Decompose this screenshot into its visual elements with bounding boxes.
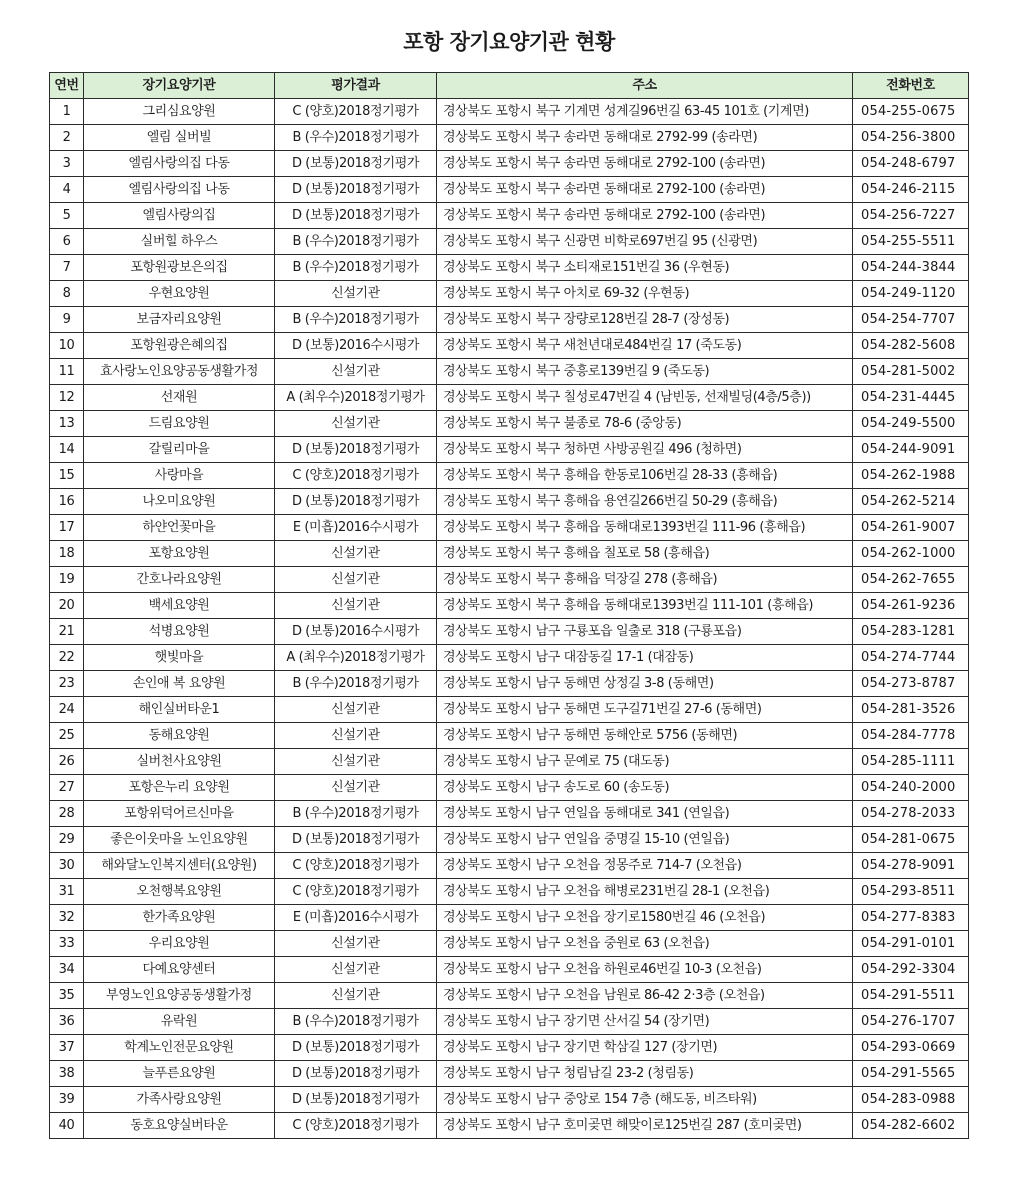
cell-name: 해인실버타운1 bbox=[84, 697, 275, 723]
cell-no: 39 bbox=[50, 1087, 84, 1113]
cell-address: 경상북도 포항시 남구 오천읍 해병로231번길 28-1 (오천읍) bbox=[437, 879, 853, 905]
cell-eval: B (우수)2018정기평가 bbox=[275, 229, 437, 255]
cell-phone: 054-283-0988 bbox=[853, 1087, 969, 1113]
cell-eval: E (미흡)2016수시평가 bbox=[275, 905, 437, 931]
cell-phone: 054-244-3844 bbox=[853, 255, 969, 281]
table-row bbox=[50, 359, 969, 385]
cell-phone: 054-274-7744 bbox=[853, 645, 969, 671]
cell-phone: 054-255-0675 bbox=[853, 99, 969, 125]
cell-name: 효사랑노인요양공동생활가정 bbox=[84, 359, 275, 385]
cell-name: 백세요양원 bbox=[84, 593, 275, 619]
cell-no: 28 bbox=[50, 801, 84, 827]
cell-eval: C (양호)2018정기평가 bbox=[275, 99, 437, 125]
cell-eval: C (양호)2018정기평가 bbox=[275, 1113, 437, 1139]
table-row bbox=[50, 203, 969, 229]
cell-address: 경상북도 포항시 북구 흥해읍 칠포로 58 (흥해읍) bbox=[437, 541, 853, 567]
cell-name: 좋은이웃마을 노인요양원 bbox=[84, 827, 275, 853]
table-row bbox=[50, 1035, 969, 1061]
cell-name: 한가족요양원 bbox=[84, 905, 275, 931]
cell-no: 37 bbox=[50, 1035, 84, 1061]
cell-address: 경상북도 포항시 남구 오천읍 남원로 86-42 2·3층 (오천읍) bbox=[437, 983, 853, 1009]
cell-phone: 054-254-7707 bbox=[853, 307, 969, 333]
cell-phone: 054-249-5500 bbox=[853, 411, 969, 437]
cell-phone: 054-262-1988 bbox=[853, 463, 969, 489]
cell-eval: C (양호)2018정기평가 bbox=[275, 879, 437, 905]
table-row bbox=[50, 775, 969, 801]
cell-phone: 054-293-8511 bbox=[853, 879, 969, 905]
cell-name: 다예요양센터 bbox=[84, 957, 275, 983]
cell-eval: 신설기관 bbox=[275, 775, 437, 801]
table-row bbox=[50, 307, 969, 333]
cell-no: 20 bbox=[50, 593, 84, 619]
cell-no: 22 bbox=[50, 645, 84, 671]
cell-no: 5 bbox=[50, 203, 84, 229]
cell-phone: 054-255-5511 bbox=[853, 229, 969, 255]
cell-phone: 054-246-2115 bbox=[853, 177, 969, 203]
cell-name: 부영노인요양공동생활가정 bbox=[84, 983, 275, 1009]
cell-phone: 054-256-3800 bbox=[853, 125, 969, 151]
cell-no: 2 bbox=[50, 125, 84, 151]
cell-name: 해와달노인복지센터(요양원) bbox=[84, 853, 275, 879]
cell-no: 7 bbox=[50, 255, 84, 281]
cell-address: 경상북도 포항시 북구 흥해읍 한동로106번길 28-33 (흥해읍) bbox=[437, 463, 853, 489]
cell-eval: 신설기관 bbox=[275, 931, 437, 957]
cell-address: 경상북도 포항시 남구 오천읍 정몽주로 714-7 (오천읍) bbox=[437, 853, 853, 879]
cell-no: 25 bbox=[50, 723, 84, 749]
cell-address: 경상북도 포항시 북구 중흥로139번길 9 (죽도동) bbox=[437, 359, 853, 385]
table-row bbox=[50, 411, 969, 437]
cell-eval: B (우수)2018정기평가 bbox=[275, 255, 437, 281]
cell-name: 엘림사랑의집 다동 bbox=[84, 151, 275, 177]
cell-phone: 054-281-5002 bbox=[853, 359, 969, 385]
cell-no: 1 bbox=[50, 99, 84, 125]
table-row bbox=[50, 671, 969, 697]
cell-eval: 신설기관 bbox=[275, 749, 437, 775]
cell-name: 유락원 bbox=[84, 1009, 275, 1035]
cell-phone: 054-284-7778 bbox=[853, 723, 969, 749]
table-row bbox=[50, 385, 969, 411]
cell-eval: D (보통)2018정기평가 bbox=[275, 177, 437, 203]
cell-address: 경상북도 포항시 북구 송라면 동해대로 2792-99 (송라면) bbox=[437, 125, 853, 151]
cell-phone: 054-293-0669 bbox=[853, 1035, 969, 1061]
cell-eval: B (우수)2018정기평가 bbox=[275, 1009, 437, 1035]
cell-phone: 054-291-5511 bbox=[853, 983, 969, 1009]
table-row bbox=[50, 541, 969, 567]
cell-address: 경상북도 포항시 남구 구룡포읍 일출로 318 (구룡포읍) bbox=[437, 619, 853, 645]
table-row bbox=[50, 515, 969, 541]
cell-address: 경상북도 포항시 남구 청림남길 23-2 (청림동) bbox=[437, 1061, 853, 1087]
cell-phone: 054-283-1281 bbox=[853, 619, 969, 645]
cell-eval: 신설기관 bbox=[275, 957, 437, 983]
cell-eval: D (보통)2018정기평가 bbox=[275, 1087, 437, 1113]
cell-eval: 신설기관 bbox=[275, 697, 437, 723]
cell-phone: 054-285-1111 bbox=[853, 749, 969, 775]
cell-name: 간호나라요양원 bbox=[84, 567, 275, 593]
cell-eval: A (최우수)2018정기평가 bbox=[275, 645, 437, 671]
cell-address: 경상북도 포항시 남구 장기면 산서길 54 (장기면) bbox=[437, 1009, 853, 1035]
cell-phone: 054-231-4445 bbox=[853, 385, 969, 411]
cell-address: 경상북도 포항시 북구 송라면 동해대로 2792-100 (송라면) bbox=[437, 203, 853, 229]
cell-name: 오천행복요양원 bbox=[84, 879, 275, 905]
table-row bbox=[50, 281, 969, 307]
table-row bbox=[50, 125, 969, 151]
cell-eval: 신설기관 bbox=[275, 281, 437, 307]
table-row bbox=[50, 879, 969, 905]
cell-no: 14 bbox=[50, 437, 84, 463]
cell-name: 우리요양원 bbox=[84, 931, 275, 957]
cell-phone: 054-282-5608 bbox=[853, 333, 969, 359]
cell-address: 경상북도 포항시 남구 송도로 60 (송도동) bbox=[437, 775, 853, 801]
cell-phone: 054-262-7655 bbox=[853, 567, 969, 593]
cell-phone: 054-244-9091 bbox=[853, 437, 969, 463]
cell-eval: D (보통)2018정기평가 bbox=[275, 827, 437, 853]
table-row bbox=[50, 1113, 969, 1139]
cell-address: 경상북도 포항시 남구 오천읍 하원로46번길 10-3 (오천읍) bbox=[437, 957, 853, 983]
cell-no: 34 bbox=[50, 957, 84, 983]
header-name: 장기요양기관 bbox=[84, 73, 275, 99]
cell-name: 갈릴리마을 bbox=[84, 437, 275, 463]
header-eval: 평가결과 bbox=[275, 73, 437, 99]
table-row bbox=[50, 1087, 969, 1113]
cell-address: 경상북도 포항시 남구 오천읍 중원로 63 (오천읍) bbox=[437, 931, 853, 957]
cell-address: 경상북도 포항시 북구 칠성로47번길 4 (남빈동, 선재빌딩(4층/5층)) bbox=[437, 385, 853, 411]
cell-name: 그리심요양원 bbox=[84, 99, 275, 125]
cell-name: 가족사랑요양원 bbox=[84, 1087, 275, 1113]
cell-no: 30 bbox=[50, 853, 84, 879]
cell-name: 드림요양원 bbox=[84, 411, 275, 437]
table-row bbox=[50, 905, 969, 931]
cell-address: 경상북도 포항시 북구 송라면 동해대로 2792-100 (송라면) bbox=[437, 151, 853, 177]
cell-eval: 신설기관 bbox=[275, 541, 437, 567]
cell-address: 경상북도 포항시 북구 장량로128번길 28-7 (장성동) bbox=[437, 307, 853, 333]
cell-no: 21 bbox=[50, 619, 84, 645]
table-row bbox=[50, 983, 969, 1009]
cell-eval: 신설기관 bbox=[275, 567, 437, 593]
cell-no: 10 bbox=[50, 333, 84, 359]
cell-eval: 신설기관 bbox=[275, 723, 437, 749]
cell-address: 경상북도 포항시 북구 새천년대로484번길 17 (죽도동) bbox=[437, 333, 853, 359]
cell-address: 경상북도 포항시 북구 흥해읍 동해대로1393번길 111-96 (흥해읍) bbox=[437, 515, 853, 541]
cell-address: 경상북도 포항시 남구 호미곶면 해맞이로125번길 287 (호미곶면) bbox=[437, 1113, 853, 1139]
cell-address: 경상북도 포항시 북구 흥해읍 덕장길 278 (흥해읍) bbox=[437, 567, 853, 593]
cell-phone: 054-291-5565 bbox=[853, 1061, 969, 1087]
cell-eval: C (양호)2018정기평가 bbox=[275, 853, 437, 879]
cell-no: 29 bbox=[50, 827, 84, 853]
header-phone: 전화번호 bbox=[853, 73, 969, 99]
cell-address: 경상북도 포항시 남구 동해면 동해안로 5756 (동해면) bbox=[437, 723, 853, 749]
table-row bbox=[50, 801, 969, 827]
table-row bbox=[50, 255, 969, 281]
cell-phone: 054-277-8383 bbox=[853, 905, 969, 931]
cell-name: 포항원광은혜의집 bbox=[84, 333, 275, 359]
cell-name: 엘림사랑의집 나동 bbox=[84, 177, 275, 203]
cell-no: 31 bbox=[50, 879, 84, 905]
cell-name: 하얀언꽃마을 bbox=[84, 515, 275, 541]
cell-name: 늘푸른요양원 bbox=[84, 1061, 275, 1087]
cell-name: 손인애 복 요양원 bbox=[84, 671, 275, 697]
table-row bbox=[50, 229, 969, 255]
cell-eval: D (보통)2018정기평가 bbox=[275, 489, 437, 515]
table-row bbox=[50, 723, 969, 749]
cell-no: 3 bbox=[50, 151, 84, 177]
cell-no: 24 bbox=[50, 697, 84, 723]
cell-name: 석병요양원 bbox=[84, 619, 275, 645]
page-title: 포항 장기요양기관 현황 bbox=[403, 30, 615, 54]
cell-eval: D (보통)2018정기평가 bbox=[275, 1035, 437, 1061]
table-row bbox=[50, 957, 969, 983]
cell-eval: 신설기관 bbox=[275, 983, 437, 1009]
header-no: 연번 bbox=[50, 73, 84, 99]
cell-eval: D (보통)2016수시평가 bbox=[275, 619, 437, 645]
cell-address: 경상북도 포항시 남구 동해면 상정길 3-8 (동해면) bbox=[437, 671, 853, 697]
cell-address: 경상북도 포항시 북구 청하면 사방공원길 496 (청하면) bbox=[437, 437, 853, 463]
cell-eval: B (우수)2018정기평가 bbox=[275, 671, 437, 697]
table-row bbox=[50, 1009, 969, 1035]
cell-address: 경상북도 포항시 남구 연일읍 동해대로 341 (연일읍) bbox=[437, 801, 853, 827]
cell-phone: 054-261-9007 bbox=[853, 515, 969, 541]
cell-name: 엘림사랑의집 bbox=[84, 203, 275, 229]
cell-no: 35 bbox=[50, 983, 84, 1009]
cell-name: 포항요양원 bbox=[84, 541, 275, 567]
cell-address: 경상북도 포항시 북구 흥해읍 동해대로1393번길 111-101 (흥해읍) bbox=[437, 593, 853, 619]
cell-phone: 054-281-0675 bbox=[853, 827, 969, 853]
table-row bbox=[50, 151, 969, 177]
cell-phone: 054-281-3526 bbox=[853, 697, 969, 723]
cell-no: 23 bbox=[50, 671, 84, 697]
cell-address: 경상북도 포항시 북구 송라면 동해대로 2792-100 (송라면) bbox=[437, 177, 853, 203]
cell-address: 경상북도 포항시 남구 오천읍 장기로1580번길 46 (오천읍) bbox=[437, 905, 853, 931]
cell-address: 경상북도 포항시 남구 동해면 도구길71번길 27-6 (동해면) bbox=[437, 697, 853, 723]
cell-eval: D (보통)2018정기평가 bbox=[275, 437, 437, 463]
cell-no: 19 bbox=[50, 567, 84, 593]
table-header-row bbox=[50, 73, 969, 99]
cell-eval: D (보통)2016수시평가 bbox=[275, 333, 437, 359]
table-row bbox=[50, 827, 969, 853]
cell-name: 엘림 실버빌 bbox=[84, 125, 275, 151]
cell-eval: 신설기관 bbox=[275, 411, 437, 437]
cell-address: 경상북도 포항시 남구 문예로 75 (대도동) bbox=[437, 749, 853, 775]
cell-eval: D (보통)2018정기평가 bbox=[275, 151, 437, 177]
cell-phone: 054-248-6797 bbox=[853, 151, 969, 177]
cell-address: 경상북도 포항시 남구 중앙로 154 7층 (해도동, 비즈타워) bbox=[437, 1087, 853, 1113]
cell-phone: 054-262-5214 bbox=[853, 489, 969, 515]
cell-eval: 신설기관 bbox=[275, 359, 437, 385]
cell-name: 포항위덕어르신마을 bbox=[84, 801, 275, 827]
cell-no: 12 bbox=[50, 385, 84, 411]
cell-name: 동해요양원 bbox=[84, 723, 275, 749]
cell-eval: D (보통)2018정기평가 bbox=[275, 203, 437, 229]
cell-eval: B (우수)2018정기평가 bbox=[275, 125, 437, 151]
cell-name: 학계노인전문요양원 bbox=[84, 1035, 275, 1061]
table-row bbox=[50, 177, 969, 203]
cell-name: 햇빛마을 bbox=[84, 645, 275, 671]
cell-name: 동호요양실버타운 bbox=[84, 1113, 275, 1139]
cell-name: 사랑마을 bbox=[84, 463, 275, 489]
header-address: 주소 bbox=[437, 73, 853, 99]
cell-address: 경상북도 포항시 남구 대잠동길 17-1 (대잠동) bbox=[437, 645, 853, 671]
table-row bbox=[50, 645, 969, 671]
cell-phone: 054-249-1120 bbox=[853, 281, 969, 307]
cell-phone: 054-282-6602 bbox=[853, 1113, 969, 1139]
cell-phone: 054-278-9091 bbox=[853, 853, 969, 879]
table-row bbox=[50, 1061, 969, 1087]
table-row bbox=[50, 749, 969, 775]
cell-name: 나오미요양원 bbox=[84, 489, 275, 515]
cell-name: 포항원광보은의집 bbox=[84, 255, 275, 281]
cell-phone: 054-278-2033 bbox=[853, 801, 969, 827]
cell-no: 13 bbox=[50, 411, 84, 437]
cell-address: 경상북도 포항시 북구 신광면 비학로697번길 95 (신광면) bbox=[437, 229, 853, 255]
cell-no: 16 bbox=[50, 489, 84, 515]
table-row bbox=[50, 489, 969, 515]
cell-no: 38 bbox=[50, 1061, 84, 1087]
cell-name: 보금자리요양원 bbox=[84, 307, 275, 333]
cell-no: 18 bbox=[50, 541, 84, 567]
table-row bbox=[50, 619, 969, 645]
cell-name: 포항은누리 요양원 bbox=[84, 775, 275, 801]
table-row bbox=[50, 853, 969, 879]
cell-no: 17 bbox=[50, 515, 84, 541]
cell-phone: 054-262-1000 bbox=[853, 541, 969, 567]
cell-no: 27 bbox=[50, 775, 84, 801]
cell-eval: B (우수)2018정기평가 bbox=[275, 801, 437, 827]
cell-phone: 054-261-9236 bbox=[853, 593, 969, 619]
facility-table bbox=[49, 72, 969, 1139]
cell-no: 8 bbox=[50, 281, 84, 307]
cell-eval: D (보통)2018정기평가 bbox=[275, 1061, 437, 1087]
cell-no: 26 bbox=[50, 749, 84, 775]
table-row bbox=[50, 931, 969, 957]
cell-eval: A (최우수)2018정기평가 bbox=[275, 385, 437, 411]
cell-phone: 054-291-0101 bbox=[853, 931, 969, 957]
cell-address: 경상북도 포항시 남구 장기면 학삼길 127 (장기면) bbox=[437, 1035, 853, 1061]
cell-eval: C (양호)2018정기평가 bbox=[275, 463, 437, 489]
cell-name: 선재원 bbox=[84, 385, 275, 411]
table-row bbox=[50, 567, 969, 593]
table-row bbox=[50, 463, 969, 489]
cell-address: 경상북도 포항시 북구 기계면 성계길96번길 63-45 101호 (기계면) bbox=[437, 99, 853, 125]
cell-no: 4 bbox=[50, 177, 84, 203]
cell-no: 32 bbox=[50, 905, 84, 931]
cell-no: 9 bbox=[50, 307, 84, 333]
cell-phone: 054-292-3304 bbox=[853, 957, 969, 983]
cell-address: 경상북도 포항시 북구 아치로 69-32 (우현동) bbox=[437, 281, 853, 307]
cell-no: 33 bbox=[50, 931, 84, 957]
cell-address: 경상북도 포항시 북구 불종로 78-6 (중앙동) bbox=[437, 411, 853, 437]
cell-phone: 054-276-1707 bbox=[853, 1009, 969, 1035]
cell-address: 경상북도 포항시 남구 연일읍 중명길 15-10 (연일읍) bbox=[437, 827, 853, 853]
cell-no: 6 bbox=[50, 229, 84, 255]
table-row bbox=[50, 437, 969, 463]
cell-no: 11 bbox=[50, 359, 84, 385]
cell-eval: B (우수)2018정기평가 bbox=[275, 307, 437, 333]
cell-no: 40 bbox=[50, 1113, 84, 1139]
cell-name: 실버힐 하우스 bbox=[84, 229, 275, 255]
cell-phone: 054-273-8787 bbox=[853, 671, 969, 697]
cell-no: 36 bbox=[50, 1009, 84, 1035]
cell-phone: 054-256-7227 bbox=[853, 203, 969, 229]
table-row bbox=[50, 697, 969, 723]
cell-eval: 신설기관 bbox=[275, 593, 437, 619]
cell-phone: 054-240-2000 bbox=[853, 775, 969, 801]
cell-no: 15 bbox=[50, 463, 84, 489]
cell-eval: E (미흡)2016수시평가 bbox=[275, 515, 437, 541]
cell-address: 경상북도 포항시 북구 소티재로151번길 36 (우현동) bbox=[437, 255, 853, 281]
table-row bbox=[50, 593, 969, 619]
table-row bbox=[50, 99, 969, 125]
table-row bbox=[50, 333, 969, 359]
cell-name: 실버천사요양원 bbox=[84, 749, 275, 775]
cell-name: 우현요양원 bbox=[84, 281, 275, 307]
cell-address: 경상북도 포항시 북구 흥해읍 용연길266번길 50-29 (흥해읍) bbox=[437, 489, 853, 515]
